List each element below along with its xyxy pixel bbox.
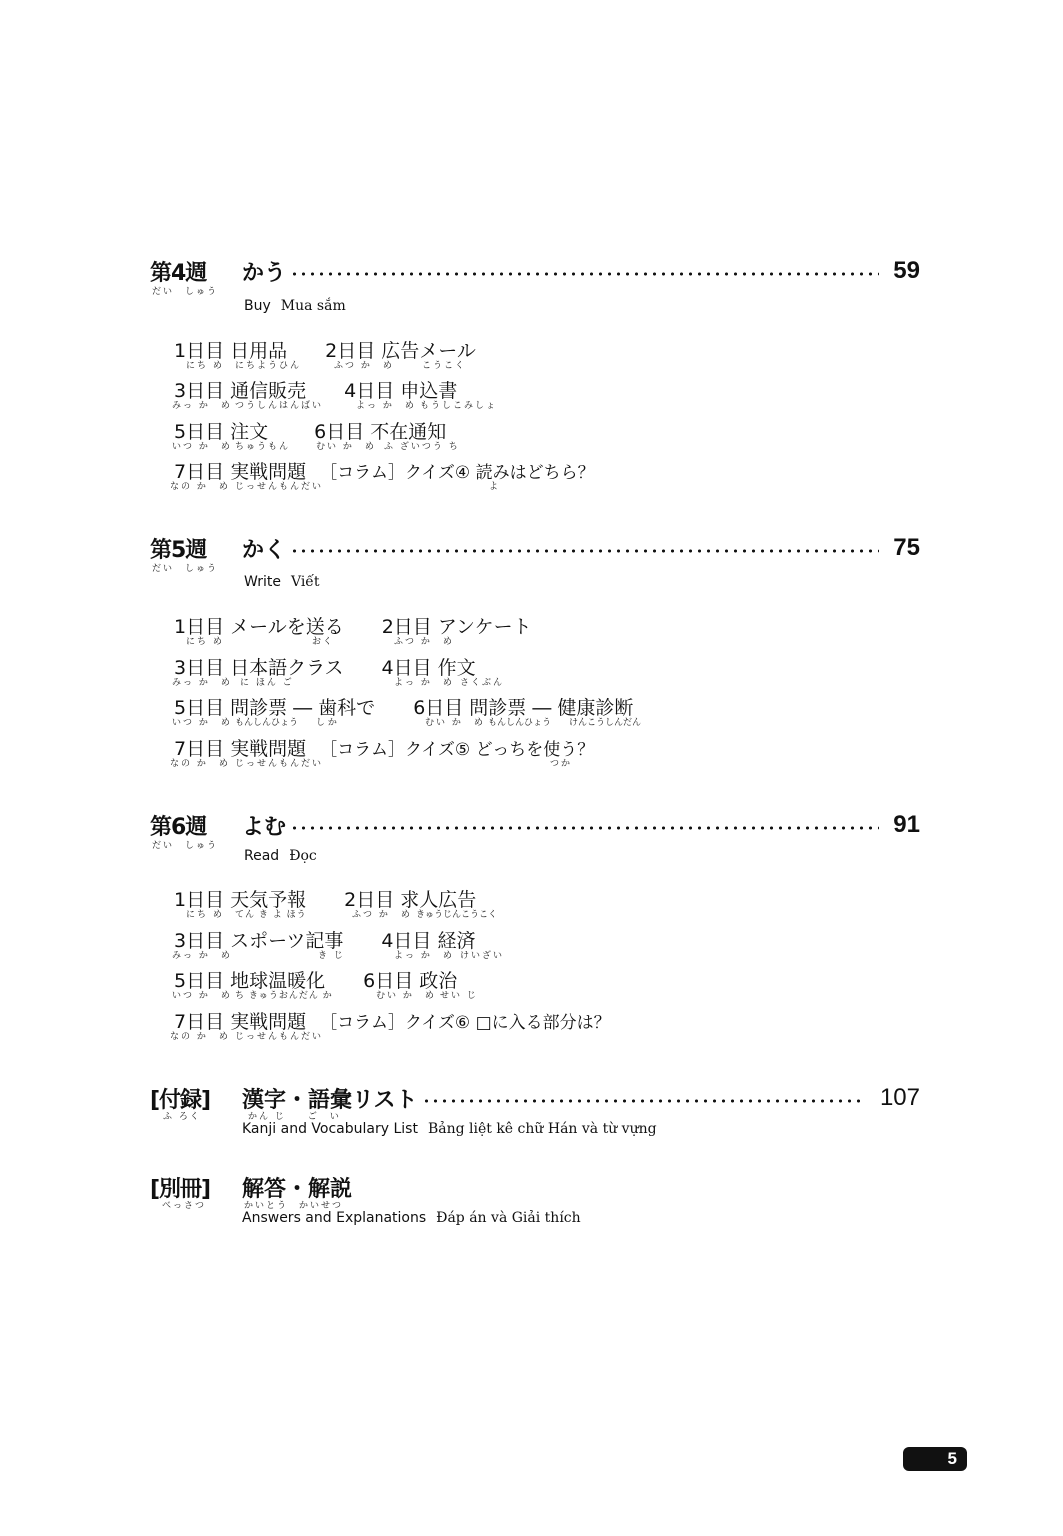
- topic-reading: つうしんはんばい: [235, 401, 324, 411]
- day-reading: むい か め: [425, 718, 485, 728]
- day-reading: いつ か め: [172, 991, 232, 1001]
- day-label: 3日目: [174, 657, 225, 679]
- day-label: 2日目: [381, 616, 432, 638]
- topic-reading: おく: [312, 637, 335, 647]
- day-topic: 問診票 ― 歯科で: [230, 697, 376, 719]
- topic-reading: き じ: [318, 951, 345, 961]
- separate-title: 解答・解説: [242, 1176, 353, 1202]
- day-reading: いつ か め: [172, 718, 232, 728]
- topic-reading: じっせんもんだい: [235, 1032, 324, 1042]
- day-label: 4日目: [381, 657, 432, 679]
- day-label: 1日目: [174, 616, 225, 638]
- day-reading: ふつ か め: [352, 910, 412, 920]
- day-topic: 通信販売: [230, 380, 307, 402]
- page-number: 91: [893, 811, 920, 838]
- topic-reading: もんしんひょう けんこうしんだん: [488, 718, 642, 728]
- day-line[interactable]: [174, 612, 532, 639]
- vietnamese-title: Bảng liệt kê chữ Hán và từ vựng: [427, 1121, 657, 1137]
- page-number: 107: [879, 1084, 920, 1111]
- day-label: 7日目: [174, 461, 225, 483]
- column-quiz: ［コラム］クイズ⑥ □に入る部分は？: [320, 1013, 611, 1033]
- topic-reading: ちゅうもん: [235, 442, 291, 452]
- vietnamese-title: Đáp án và Giải thích: [436, 1210, 581, 1226]
- day-topic: 実戦問題: [230, 738, 307, 760]
- day-topic: 地球温暖化: [230, 970, 326, 992]
- day-topic: 実戦問題: [230, 461, 307, 483]
- day-topic: 日本語クラス: [230, 657, 344, 679]
- topic-reading: こうこく: [422, 361, 467, 371]
- day-reading: みっ か め: [172, 678, 232, 688]
- day-reading: むい か め: [376, 991, 436, 1001]
- separate-subtitle: [242, 1210, 581, 1226]
- day-label: 1日目: [174, 340, 225, 362]
- week-label-reading: だい しゅう: [152, 841, 219, 851]
- topic-reading: もんしんひょう し か: [235, 718, 337, 728]
- week-title: よむ: [242, 814, 287, 840]
- column-reading: よ: [489, 482, 501, 492]
- day-topic: 問診票 ― 健康診断: [469, 697, 634, 719]
- dot-leader: [422, 1099, 866, 1103]
- week-4-heading[interactable]: [150, 256, 920, 286]
- day-reading: むい か め: [316, 442, 376, 452]
- week-subtitle: [244, 848, 317, 864]
- day-topic: スポーツ記事: [230, 930, 344, 952]
- day-reading: よっ か め: [356, 401, 416, 411]
- week-label: 第6週: [150, 814, 207, 840]
- separate-label-reading: べっさつ: [162, 1201, 207, 1211]
- day-label: 6日目: [413, 697, 464, 719]
- dot-leader: [290, 272, 879, 276]
- english-title: Buy: [244, 298, 271, 314]
- english-title: Write: [244, 574, 281, 590]
- appendix-label: [付録]: [150, 1087, 211, 1113]
- day-label: 4日目: [344, 380, 395, 402]
- day-label: 5日目: [174, 970, 225, 992]
- day-label: 1日目: [174, 889, 225, 911]
- day-reading: よっ か め: [394, 951, 454, 961]
- day-topic: 不在通知: [370, 421, 447, 443]
- day-label: 7日目: [174, 738, 225, 760]
- day-reading: いつ か め: [172, 442, 232, 452]
- day-reading: みっ か め: [172, 401, 232, 411]
- topic-reading: てん き よ ほう: [235, 910, 307, 920]
- topic-reading: きゅうじんこうこく: [416, 910, 498, 920]
- week-label: 第5週: [150, 537, 207, 563]
- dot-leader: [290, 549, 879, 553]
- day-topic: 注文: [230, 421, 269, 443]
- vietnamese-title: Viết: [290, 574, 320, 590]
- day-reading: なの か め: [170, 1032, 230, 1042]
- vietnamese-title: Mua sắm: [280, 298, 346, 314]
- day-topic: メールを送る: [230, 616, 344, 638]
- separate-title-reading: かいとう かいせつ: [244, 1201, 344, 1211]
- day-reading: にち め: [186, 910, 224, 920]
- topic-reading: じっせんもんだい: [235, 482, 324, 492]
- page-number: 75: [893, 534, 920, 561]
- day-label: 3日目: [174, 930, 225, 952]
- topic-reading: せい じ: [440, 991, 478, 1001]
- topic-reading: けいざい: [460, 951, 505, 961]
- day-reading: みっ か め: [172, 951, 232, 961]
- english-title: Read: [244, 848, 280, 864]
- topic-reading: もうしこみしょ: [420, 401, 498, 411]
- day-label: 7日目: [174, 1011, 225, 1033]
- column-reading: つか: [550, 759, 573, 769]
- day-topic: 政治: [419, 970, 458, 992]
- day-label: 2日目: [344, 889, 395, 911]
- day-label: 5日目: [174, 421, 225, 443]
- day-topic: 経済: [437, 930, 476, 952]
- day-label: 5日目: [174, 697, 225, 719]
- topic-reading: ち きゅうおんだん か: [235, 991, 333, 1001]
- day-topic: 求人広告: [400, 889, 477, 911]
- vietnamese-title: Đọc: [289, 848, 317, 864]
- day-reading: ふつ か め: [394, 637, 454, 647]
- day-label: 3日目: [174, 380, 225, 402]
- topic-reading: じっせんもんだい: [235, 759, 324, 769]
- page-number: 59: [893, 257, 920, 284]
- day-topic: 作文: [437, 657, 476, 679]
- column-quiz: ［コラム］クイズ④ 読みはどちら？: [320, 463, 595, 483]
- week-subtitle: [244, 574, 320, 590]
- day-reading: なの か め: [170, 482, 230, 492]
- topic-reading: に ほん ご: [240, 678, 294, 688]
- appendix-title: 漢字・語彙リスト: [242, 1087, 418, 1113]
- day-topic: 日用品: [230, 340, 288, 362]
- week-subtitle: [244, 298, 346, 314]
- week-5-heading[interactable]: [150, 533, 920, 563]
- day-reading: にち め: [186, 637, 224, 647]
- separate-label: [別冊]: [150, 1176, 211, 1202]
- day-reading: ふつ か め: [334, 361, 394, 371]
- day-reading: にち め: [186, 361, 224, 371]
- day-topic: 実戦問題: [230, 1011, 307, 1033]
- day-topic: 申込書: [400, 380, 458, 402]
- day-label: 6日目: [363, 970, 414, 992]
- topic-reading: さくぶん: [460, 678, 505, 688]
- appendix-title-reading: かん じ ご い: [248, 1112, 341, 1122]
- dot-leader: [290, 826, 879, 830]
- week-6-heading[interactable]: [150, 810, 920, 840]
- week-title: かう: [242, 260, 287, 286]
- appendix-subtitle: [242, 1121, 657, 1137]
- day-label: 2日目: [325, 340, 376, 362]
- page-number-badge: 5: [903, 1447, 967, 1471]
- day-topic: 広告メール: [381, 340, 476, 362]
- topic-reading: ふ ざいつう ち: [384, 442, 460, 452]
- topic-reading: にちようひん: [235, 361, 302, 371]
- week-label-reading: だい しゅう: [152, 287, 219, 297]
- column-quiz: ［コラム］クイズ⑤ どっちを使う？: [320, 740, 595, 760]
- appendix-label-reading: ふ ろく: [163, 1112, 201, 1122]
- week-title: かく: [242, 537, 287, 563]
- english-title: Kanji and Vocabulary List: [242, 1121, 418, 1137]
- week-label: 第4週: [150, 260, 207, 286]
- day-topic: 天気予報: [230, 889, 307, 911]
- day-reading: なの か め: [170, 759, 230, 769]
- week-label-reading: だい しゅう: [152, 564, 219, 574]
- english-title: Answers and Explanations: [242, 1210, 427, 1226]
- day-label: 4日目: [381, 930, 432, 952]
- day-topic: アンケート: [437, 616, 532, 638]
- day-reading: よっ か め: [394, 678, 454, 688]
- day-label: 6日目: [314, 421, 365, 443]
